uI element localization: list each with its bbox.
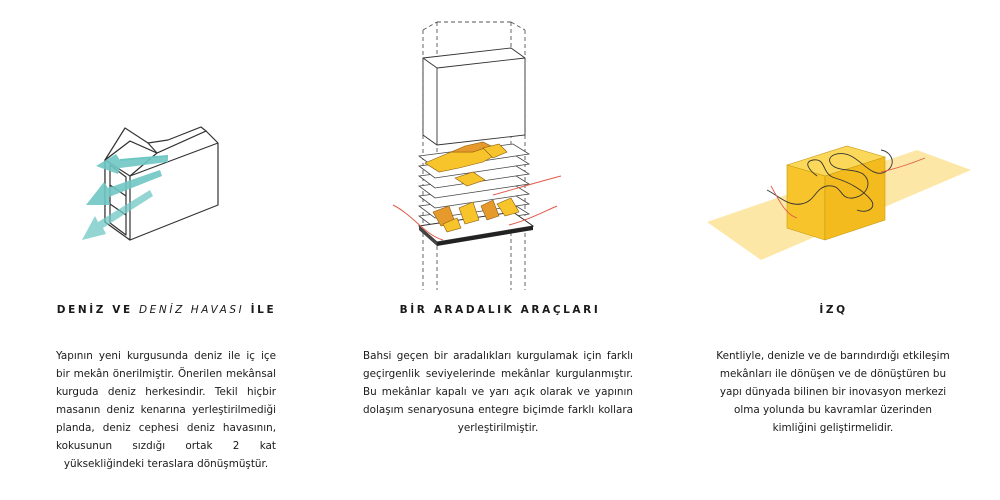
title-part-2: DENİZ HAVASI — [139, 304, 245, 316]
title-part-3: İLE — [250, 304, 277, 316]
title-part-1: DENİZ VE — [56, 304, 133, 316]
panel-text-block — [363, 347, 633, 437]
panel-text: Yapının yeni kurgusunda deniz ile iç içe bir mekân önerilmiştir. Önerilen mekânsal kurguda deniz herkesindir. Tekil hiçbir masanın deniz kenarına yerleştirilmediği planda, deniz cephesi deniz havasının, kokusunun sızdığı ortak 2 kat yüksekliğindeki teraslara dönüşmüştür. — [56, 350, 276, 470]
panel-title — [0, 304, 333, 316]
panel-sea — [0, 0, 333, 500]
panel-izq — [667, 0, 1000, 500]
tower-section-illustration — [333, 0, 667, 300]
panel-text-block — [713, 347, 953, 437]
sea-building-illustration — [0, 0, 333, 300]
panel-title: BİR ARADALIK ARAÇLARI — [399, 304, 601, 316]
izq-volume-illustration — [667, 0, 1000, 300]
panel-togetherness — [333, 0, 667, 500]
panel-text: Kentliyle, denizle ve de barındırdığı etkileşim mekânları ile dönüşen ve de dönüştüren bu yapı dünyada bilinen bir inovasyon merkezi olma yolunda bu kavramlar üzerinden kimliğini geliştirmelidir. — [716, 350, 950, 434]
panel-text-block — [56, 347, 276, 473]
panel-title: İZQ — [819, 304, 848, 316]
upper-block — [423, 48, 525, 145]
panel-text: Bahsi geçen bir aradalıkları kurgulamak için farklı geçirgenlik seviyelerinde mekânlar kurgulanmıştır. Bu mekânlar kapalı ve yarı açık olarak ve yapının dolaşım senaryosuna entegre biçimde farklı kollara yerleştirilmiştir. — [363, 350, 633, 434]
